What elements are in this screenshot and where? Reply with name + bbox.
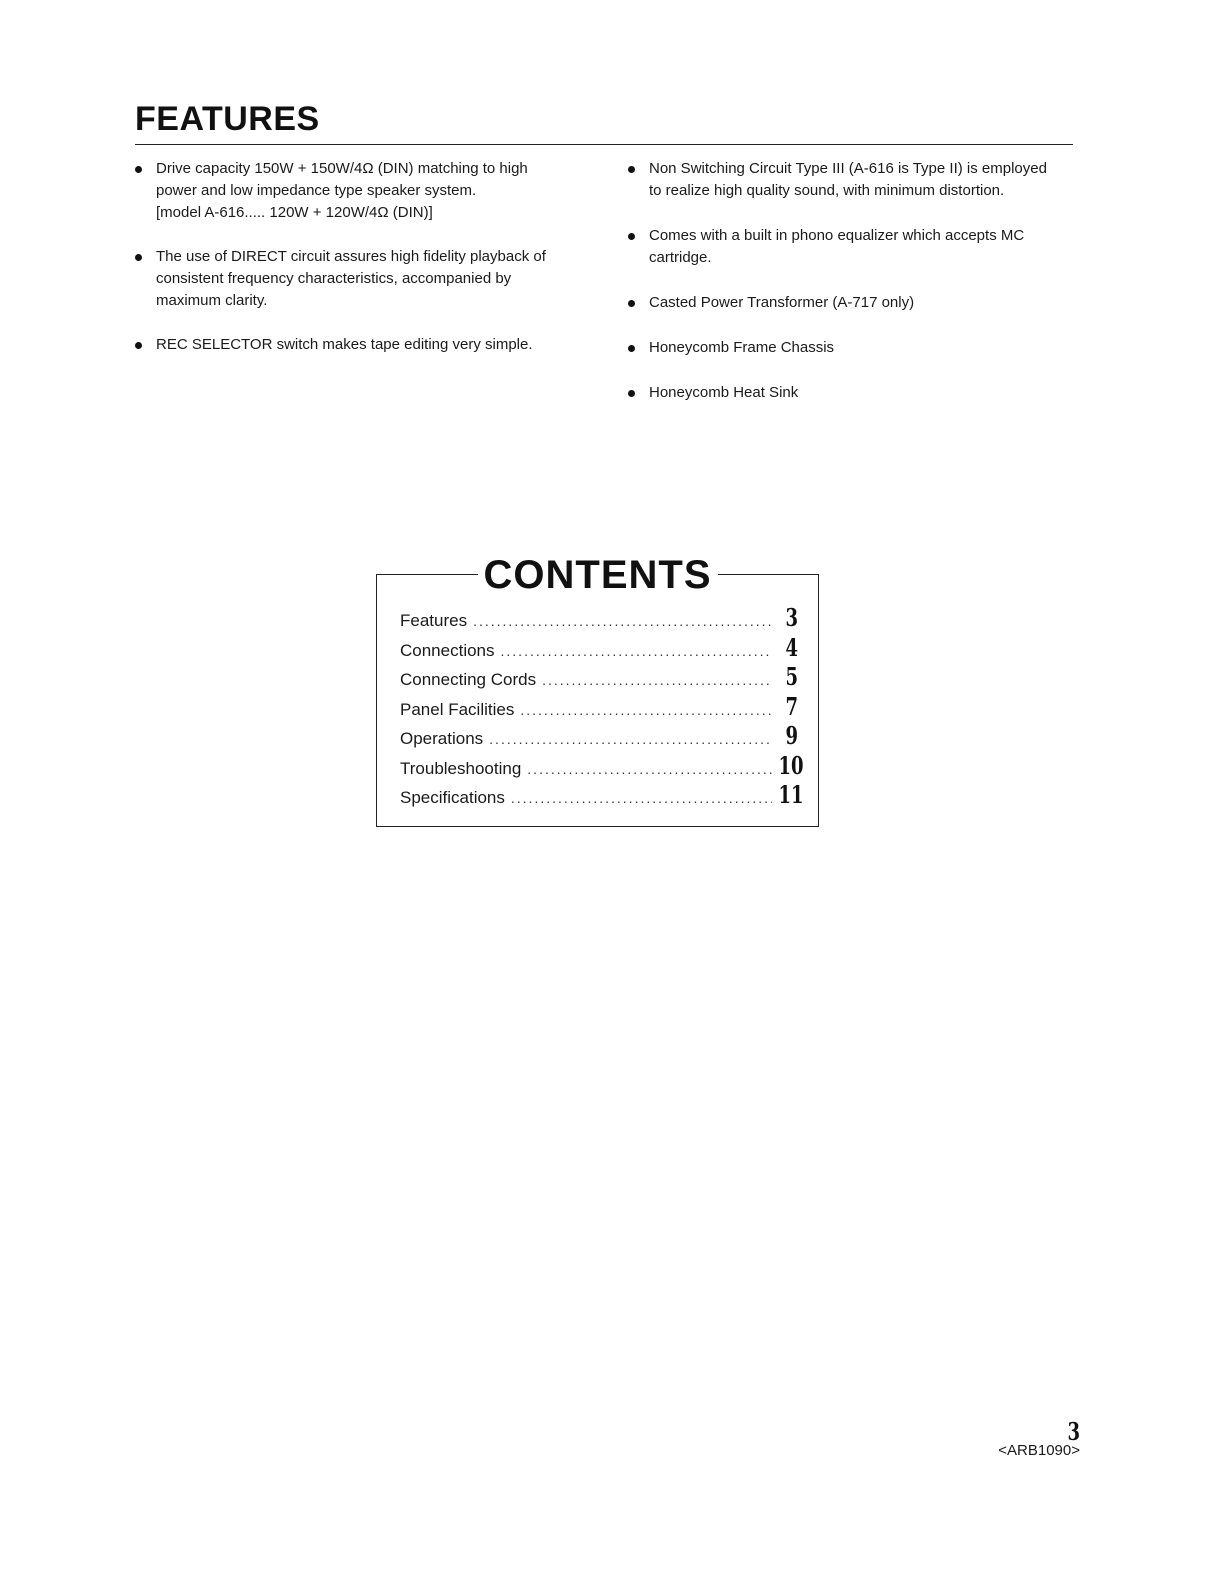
feature-line: Non Switching Circuit Type III (A-616 is Type II) is employed [649, 160, 1047, 177]
heading-rule [135, 144, 1073, 145]
feature-item [628, 225, 1073, 269]
feature-line: maximum clarity. [156, 292, 268, 309]
toc-leader-dots [489, 731, 772, 747]
bullet-icon [628, 166, 635, 173]
table-of-contents [400, 603, 804, 810]
features-heading: FEATURES [135, 100, 320, 138]
feature-item [135, 246, 580, 312]
toc-label: Features [400, 611, 468, 630]
bullet-icon [628, 233, 635, 240]
toc-label: Connections [400, 640, 495, 660]
toc-entry-connecting-cords[interactable] [400, 662, 798, 692]
page-number: 3 [1067, 1417, 1080, 1446]
feature-line: cartridge. [649, 249, 712, 266]
feature-item [628, 337, 1073, 359]
bullet-icon [135, 342, 142, 349]
contents-box [376, 553, 819, 827]
feature-line: Casted Power Transformer (A-717 only) [649, 294, 915, 311]
feature-line: The use of DIRECT circuit assures high fidelity playback of [156, 248, 546, 265]
toc-leader-dots [511, 790, 772, 806]
feature-item [135, 334, 580, 356]
feature-line: Drive capacity 150W + 150W/4Ω (DIN) matching to high [156, 160, 528, 177]
feature-item [135, 158, 580, 224]
bullet-icon [135, 254, 142, 261]
toc-page-number: 4 [785, 632, 798, 662]
toc-entry-troubleshooting[interactable] [400, 750, 804, 781]
toc-page-number: 7 [785, 691, 798, 721]
document-code: <ARB1090> [998, 1442, 1080, 1459]
toc-page-number: 11 [778, 780, 804, 809]
feature-item [628, 382, 1073, 404]
feature-item [628, 292, 1073, 314]
toc-leader-dots [520, 702, 772, 718]
feature-line: Honeycomb Heat Sink [649, 384, 799, 401]
toc-entry-features[interactable] [400, 603, 798, 633]
toc-leader-dots [542, 672, 772, 688]
feature-line: [model A-616..... 120W + 120W/4Ω (DIN)] [156, 204, 433, 221]
contents-heading: CONTENTS [478, 553, 718, 597]
feature-line: consistent frequency characteristics, accompanied by [156, 270, 512, 287]
toc-entry-connections[interactable] [400, 633, 798, 663]
bullet-icon [628, 390, 635, 397]
toc-leader-dots [527, 761, 772, 777]
bullet-icon [135, 166, 142, 173]
toc-leader-dots [501, 643, 772, 659]
toc-label: Troubleshooting [400, 758, 522, 778]
toc-entry-specifications[interactable] [400, 780, 804, 810]
toc-label: Panel Facilities [400, 699, 515, 719]
bullet-icon [628, 345, 635, 352]
feature-item [628, 158, 1073, 202]
toc-label: Specifications [400, 788, 505, 807]
feature-line: to realize high quality sound, with minimum distortion. [649, 182, 1005, 199]
feature-line: Comes with a built in phono equalizer which accepts MC [649, 227, 1025, 244]
features-right-column [628, 158, 1073, 427]
feature-line: Honeycomb Frame Chassis [649, 339, 835, 356]
features-left-column [135, 158, 580, 378]
toc-page-number: 5 [785, 662, 798, 691]
toc-leader-dots [473, 613, 772, 629]
bullet-icon [628, 300, 635, 307]
toc-label: Connecting Cords [400, 670, 537, 689]
toc-entry-operations[interactable] [400, 721, 798, 751]
feature-line: power and low impedance type speaker system. [156, 182, 477, 199]
feature-line: REC SELECTOR switch makes tape editing very simple. [156, 336, 533, 353]
toc-page-number: 9 [785, 721, 798, 750]
toc-page-number: 3 [785, 603, 798, 632]
toc-label: Operations [400, 729, 484, 748]
toc-entry-panel-facilities[interactable] [400, 692, 798, 722]
toc-page-number: 10 [778, 750, 804, 780]
